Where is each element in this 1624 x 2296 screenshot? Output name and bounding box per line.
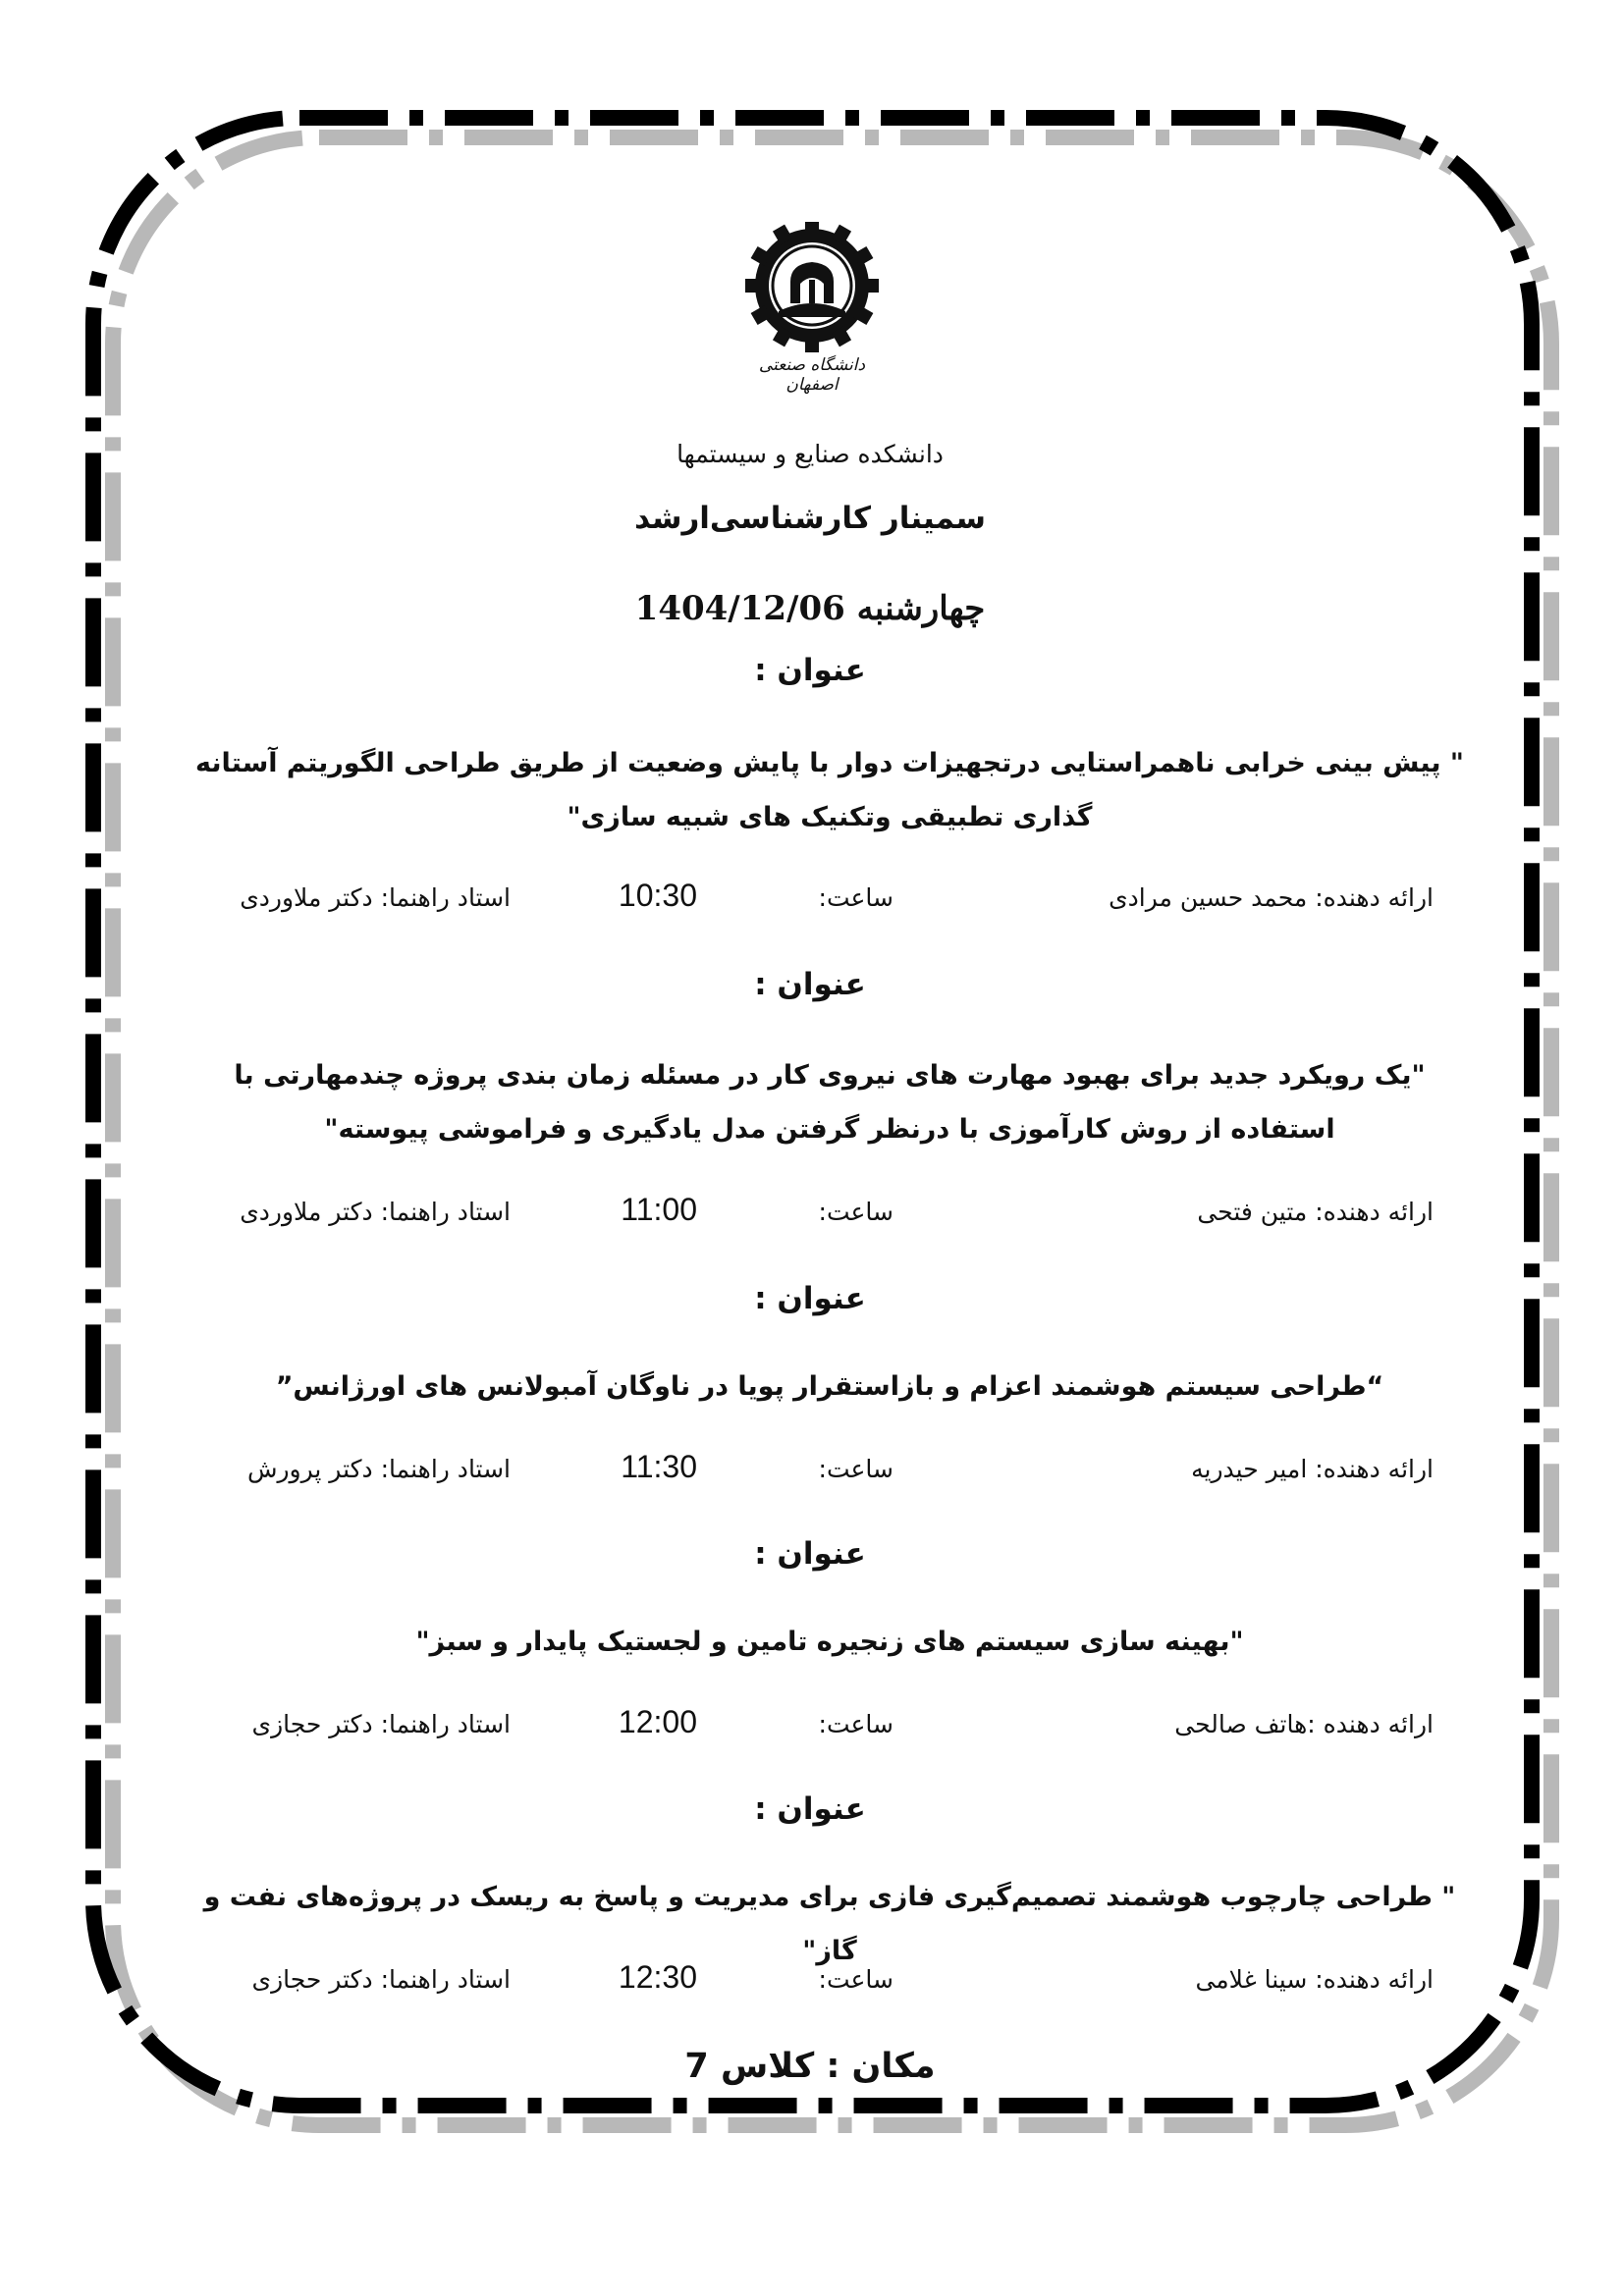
session-details xyxy=(167,1959,1453,2014)
presenter-name: ارائه دهنده: محمد حسین مرادی xyxy=(1109,883,1434,912)
advisor-name: استاد راهنما: دکتر ملاوردی xyxy=(240,1198,511,1226)
seminar-title: سمینار کارشناسی‌ارشد xyxy=(634,501,986,536)
logo-caption: دانشگاه صنعتی اصفهان xyxy=(758,355,866,395)
session-title: “طراحی سیستم هوشمند اعزام و بازاستقرار پویا در ناوگان آمبولانس های اورژانس” xyxy=(275,1371,1384,1402)
presenter-name: ارائه دهنده: متین فتحی xyxy=(1197,1198,1434,1226)
session-title: "بهینه سازی سیستم های زنجیره تامین و لجستیک پایدار و سبز" xyxy=(415,1627,1244,1657)
session-details xyxy=(167,878,1453,933)
session-title: " پیش بینی خرابی ناهمراستایی درتجهیزات دوار با پایش وضعیت از طریق طراحی الگوریتم آستانه گذاری تطبیقی وتکنیک های شبیه سازی" xyxy=(195,748,1464,832)
session-time: 10:30 xyxy=(618,878,697,913)
time-label: ساعت: xyxy=(818,1965,893,1994)
session-heading: عنوان : xyxy=(754,653,866,688)
session-details xyxy=(167,1192,1453,1247)
faculty-name: دانشکده صنایع و سیستمها xyxy=(677,440,944,468)
session-title: "یک رویکرد جدید برای بهبود مهارت های نیروی کار در مسئله زمان بندی پروژه چندمهارتی با استفاده از روش کارآموزی با درنظر گرفتن مدل یادگیری و فراموشی پیوسته" xyxy=(234,1060,1426,1145)
session-title: " طراحی چارچوب هوشمند تصمیم‌گیری فازی برای مدیریت و پاسخ به ریسک در پروژه‌های نفت و گاز" xyxy=(203,1882,1456,1966)
advisor-name: استاد راهنما: دکتر پرورش xyxy=(246,1455,511,1483)
session-details xyxy=(167,1449,1453,1504)
presenter-name: ارائه دهنده: امیر حیدریه xyxy=(1191,1455,1434,1483)
time-label: ساعت: xyxy=(818,1455,893,1483)
session-time: 12:30 xyxy=(618,1959,697,1995)
session-time: 11:30 xyxy=(621,1449,697,1484)
seminar-announcement xyxy=(167,216,1464,2179)
session-time: 12:00 xyxy=(618,1704,697,1739)
session-heading: عنوان : xyxy=(754,967,866,1002)
presenter-name: ارائه دهنده :هاتف صالحی xyxy=(1174,1710,1434,1738)
session-time: 11:00 xyxy=(621,1192,697,1227)
advisor-name: استاد راهنما: دکتر حجازی xyxy=(251,1965,511,1994)
time-label: ساعت: xyxy=(818,883,893,912)
seminar-location: مکان : کلاس 7 xyxy=(684,2047,936,2086)
time-label: ساعت: xyxy=(818,1198,893,1226)
session-details xyxy=(167,1704,1453,1759)
session-heading: عنوان : xyxy=(754,1791,866,1827)
advisor-name: استاد راهنما: دکتر حجازی xyxy=(251,1710,511,1738)
session-heading: عنوان : xyxy=(754,1281,866,1316)
advisor-name: استاد راهنما: دکتر ملاوردی xyxy=(240,883,511,912)
university-logo xyxy=(738,222,886,395)
seminar-date: چهارشنبه 1404/12/06 xyxy=(634,589,986,628)
time-label: ساعت: xyxy=(818,1710,893,1738)
presenter-name: ارائه دهنده: سینا غلامی xyxy=(1195,1965,1434,1994)
session-heading: عنوان : xyxy=(754,1536,866,1572)
